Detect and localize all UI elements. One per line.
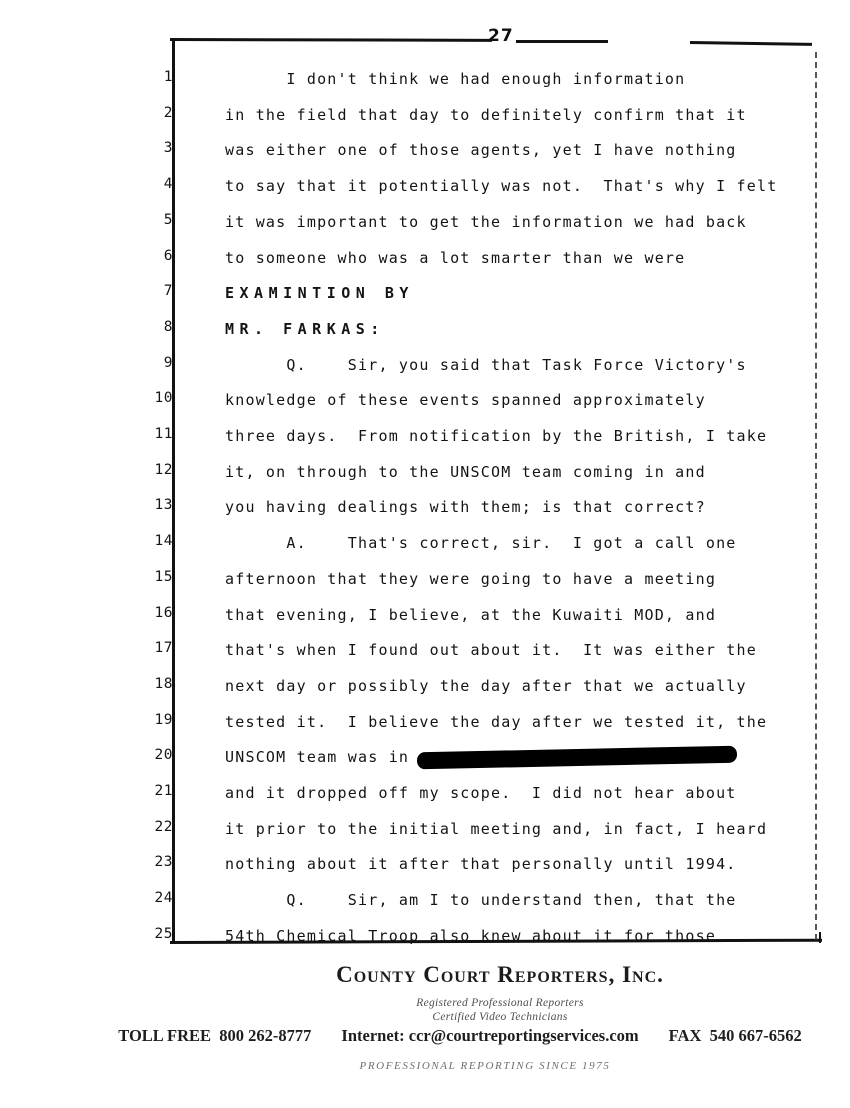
line-text-wrap (225, 924, 716, 948)
line-text-wrap (225, 495, 706, 519)
line-text: was either one of those agents, yet I have nothing (225, 141, 737, 160)
line-text: afternoon that they were going to have a meeting (225, 569, 717, 588)
line-number: 23 (154, 854, 173, 871)
line-number: 17 (154, 640, 173, 657)
line-number: 4 (163, 176, 173, 193)
line-text-wrap (225, 638, 757, 662)
line-number: 12 (154, 461, 173, 478)
line-text: it, on through to the UNSCOM team coming in and (225, 462, 706, 481)
line-number: 24 (154, 890, 173, 907)
line-number: 2 (163, 104, 173, 121)
line-text-wrap (225, 817, 767, 841)
line-number: 19 (154, 711, 173, 728)
line-text: EXAMINTION BY (225, 284, 414, 303)
line-text: knowledge of these events spanned approximately (225, 391, 706, 410)
line-text-wrap (225, 246, 685, 270)
page-border-top-right (690, 41, 812, 46)
line-text: Q. Sir, am I to understand then, that the (225, 891, 737, 910)
reporter-subtitle-2: Certified Video Technicians (432, 1011, 568, 1023)
internet-contact: Internet: ccr@courtreportingservices.com (341, 1026, 639, 1045)
line-text-wrap (225, 424, 767, 448)
line-text-wrap (225, 353, 747, 377)
transcript-rows (135, 67, 825, 947)
line-text-wrap (225, 67, 685, 91)
line-number: 1 (163, 69, 173, 85)
transcript-line-21 (135, 781, 825, 811)
transcript-line-22 (135, 817, 825, 847)
line-text: to say that it potentially was not. That's why I felt (225, 177, 778, 196)
line-text: you having dealings with them; is that correct? (225, 498, 706, 517)
line-number: 13 (154, 497, 173, 514)
transcript-line-10 (135, 388, 825, 418)
toll-free-contact: TOLL FREE 800 262-8777 (118, 1026, 312, 1045)
line-text: nothing about it after that personally until 1994. (225, 855, 737, 874)
line-number: 21 (154, 783, 173, 799)
line-text: MR. FARKAS: (225, 319, 385, 338)
line-number: 9 (163, 354, 173, 371)
line-text-wrap (225, 174, 777, 198)
line-text: 54th Chemical Troop also knew about it for those (225, 926, 717, 945)
line-text: UNSCOM team was in (225, 748, 410, 767)
transcript-line-13 (135, 495, 825, 525)
line-text-wrap (225, 781, 737, 805)
line-text-wrap (225, 710, 767, 734)
line-text-wrap (225, 281, 414, 305)
transcript-line-3 (135, 138, 825, 168)
transcript-line-23 (135, 852, 825, 882)
transcript-line-19 (135, 710, 825, 740)
transcript-line-17 (135, 638, 825, 668)
line-text: and it dropped off my scope. I did not hear about (225, 784, 737, 802)
line-text: next day or possibly the day after that we actually (225, 676, 747, 695)
line-text-wrap (225, 531, 737, 555)
transcript-line-11 (135, 424, 825, 454)
transcript-line-8 (135, 317, 825, 347)
line-text-wrap (225, 603, 716, 627)
line-text: A. That's correct, sir. I got a call one (225, 534, 737, 553)
line-number: 11 (154, 426, 173, 442)
transcript-line-15 (135, 567, 825, 597)
line-text: it prior to the initial meeting and, in fact, I heard (225, 819, 768, 838)
line-text-wrap (225, 567, 716, 591)
line-number: 25 (154, 925, 173, 942)
transcript-line-1 (135, 67, 825, 97)
transcript-line-7 (135, 281, 825, 311)
transcript-line-18 (135, 674, 825, 704)
line-number: 3 (163, 140, 173, 157)
line-text: that evening, I believe, at the Kuwaiti MOD, and (225, 605, 717, 624)
line-text-wrap (225, 852, 737, 876)
transcript-line-16 (135, 603, 825, 633)
reporter-subtitle-1: Registered Professional Reporters (416, 997, 584, 1009)
line-number: 22 (154, 818, 173, 835)
line-text-wrap (225, 460, 706, 484)
fax-contact: FAX 540 667-6562 (668, 1026, 802, 1045)
line-text: tested it. I believe the day after we tested it, the (225, 712, 768, 731)
line-number: 20 (154, 747, 173, 764)
line-text-wrap (225, 210, 747, 234)
page-border-top-left (170, 38, 492, 42)
line-text-wrap (225, 674, 747, 698)
line-text: in the field that day to definitely confirm that it (225, 105, 747, 124)
transcript-line-20 (135, 745, 825, 775)
transcript-line-6 (135, 246, 825, 276)
transcript-line-2 (135, 103, 825, 133)
line-text: it was important to get the information we had back (225, 212, 747, 231)
line-number: 16 (154, 604, 173, 621)
line-text-wrap (225, 138, 737, 162)
line-text-wrap (225, 103, 747, 127)
line-text: Q. Sir, you said that Task Force Victory's (225, 355, 747, 374)
line-text-wrap (225, 745, 737, 769)
reporter-company-name: County Court Reporters, Inc. (336, 962, 664, 987)
line-number: 6 (163, 247, 173, 264)
line-text-wrap (225, 388, 706, 412)
footer-tagline: PROFESSIONAL REPORTING SINCE 1975 (359, 1060, 611, 1072)
line-number: 18 (154, 675, 173, 692)
line-text-wrap (225, 888, 737, 912)
transcript-line-5 (135, 210, 825, 240)
line-number: 8 (163, 318, 173, 335)
line-text: to someone who was a lot smarter than we were (225, 248, 686, 267)
footer-contact-line (110, 1026, 810, 1046)
transcript-line-24 (135, 888, 825, 918)
line-number: 10 (154, 390, 173, 407)
redaction-bar (417, 745, 737, 769)
line-text: that's when I found out about it. It was either the (225, 641, 757, 660)
transcript-line-25 (135, 924, 825, 954)
line-number: 14 (154, 533, 173, 550)
line-number: 7 (163, 283, 173, 300)
transcript-line-12 (135, 460, 825, 490)
line-text: I don't think we had enough information (225, 70, 686, 88)
line-text-wrap (225, 317, 385, 341)
line-text: three days. From notification by the British, I take (225, 427, 768, 445)
line-number: 15 (154, 568, 173, 585)
transcript-line-4 (135, 174, 825, 204)
transcript-line-9 (135, 353, 825, 383)
page-border-top-mid (516, 40, 608, 43)
line-number: 5 (163, 211, 173, 228)
page-number: 27 (488, 26, 514, 46)
transcript-line-14 (135, 531, 825, 561)
